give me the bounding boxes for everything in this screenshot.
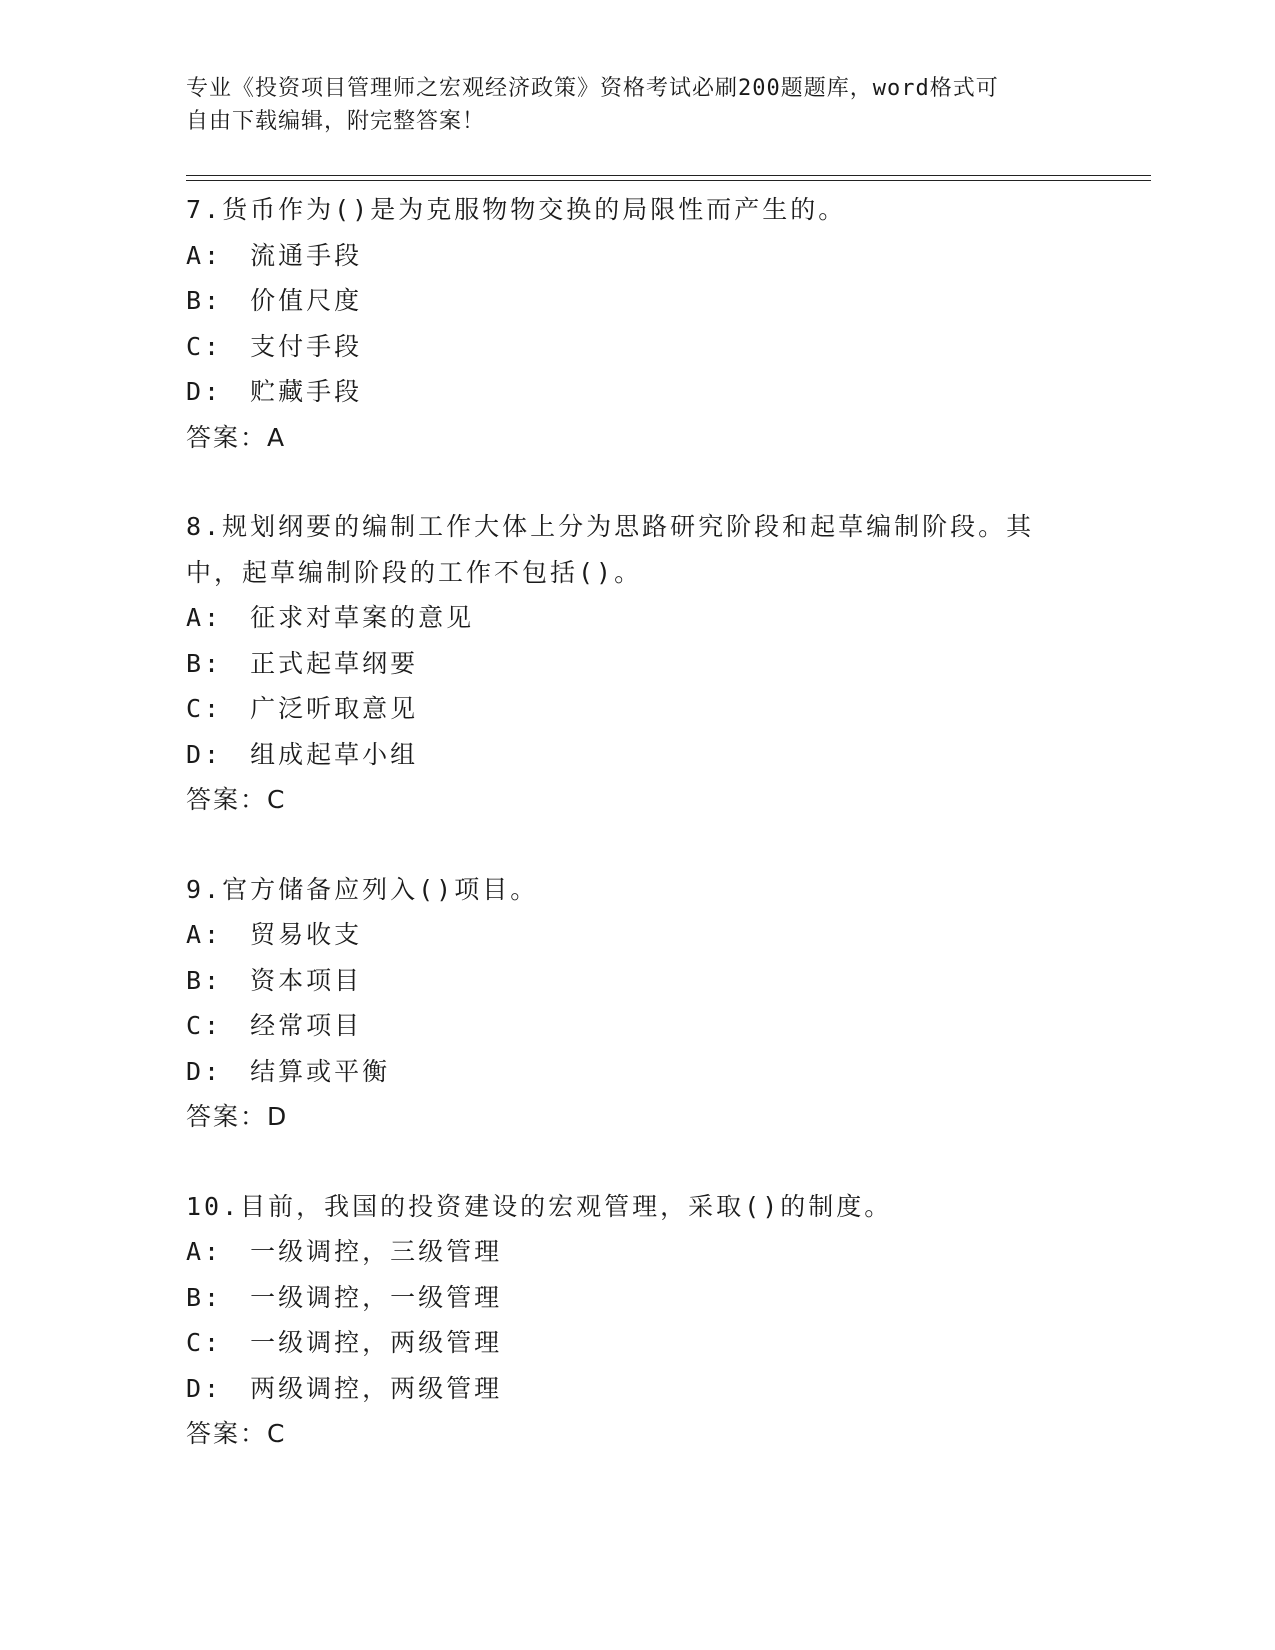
header-divider xyxy=(186,175,1151,181)
answer-line: 答案：C xyxy=(186,1419,287,1448)
option-c: C: 广泛听取意见 xyxy=(186,694,419,723)
document-header xyxy=(186,72,1066,138)
option-a: A: 贸易收支 xyxy=(186,920,363,949)
option-b: B: 资本项目 xyxy=(186,965,363,995)
option-d: D: 结算或平衡 xyxy=(186,1056,391,1086)
option-d: D: 贮藏手段 xyxy=(186,377,363,406)
question-stem: 10.目前，我国的投资建设的宏观管理，采取()的制度。 xyxy=(186,1191,893,1221)
question-8 xyxy=(186,504,1066,823)
question-10 xyxy=(186,1184,1066,1457)
option-b: B: 价值尺度 xyxy=(186,286,363,315)
header-line-1: 专业《投资项目管理师之宏观经济政策》资格考试必刷200题题库，word格式可 xyxy=(186,76,999,101)
option-c: C: 经常项目 xyxy=(186,1011,363,1040)
answer-line: 答案：C xyxy=(186,785,287,814)
option-d: D: 两级调控，两级管理 xyxy=(186,1373,503,1403)
answer-line: 答案：A xyxy=(186,422,287,452)
question-list xyxy=(186,187,1066,1501)
option-b: B: 正式起草纲要 xyxy=(186,648,419,678)
question-9 xyxy=(186,867,1066,1140)
option-a: A: 征求对草案的意见 xyxy=(186,603,475,632)
answer-line: 答案：D xyxy=(186,1102,289,1131)
option-a: A: 一级调控，三级管理 xyxy=(186,1237,503,1266)
option-d: D: 组成起草小组 xyxy=(186,739,419,769)
header-line-2: 自由下载编辑，附完整答案！ xyxy=(186,109,486,134)
option-c: C: 支付手段 xyxy=(186,331,363,361)
option-c: C: 一级调控，两级管理 xyxy=(186,1328,503,1357)
question-7 xyxy=(186,187,1066,460)
question-stem: 8.规划纲要的编制工作大体上分为思路研究阶段和起草编制阶段。其中，起草编制阶段的工作不包括()。 xyxy=(186,512,1035,587)
option-b: B: 一级调控，一级管理 xyxy=(186,1282,503,1312)
option-a: A: 流通手段 xyxy=(186,240,363,270)
question-stem: 9.官方储备应列入()项目。 xyxy=(186,874,539,904)
question-stem: 7.货币作为()是为克服物物交换的局限性而产生的。 xyxy=(186,195,847,224)
